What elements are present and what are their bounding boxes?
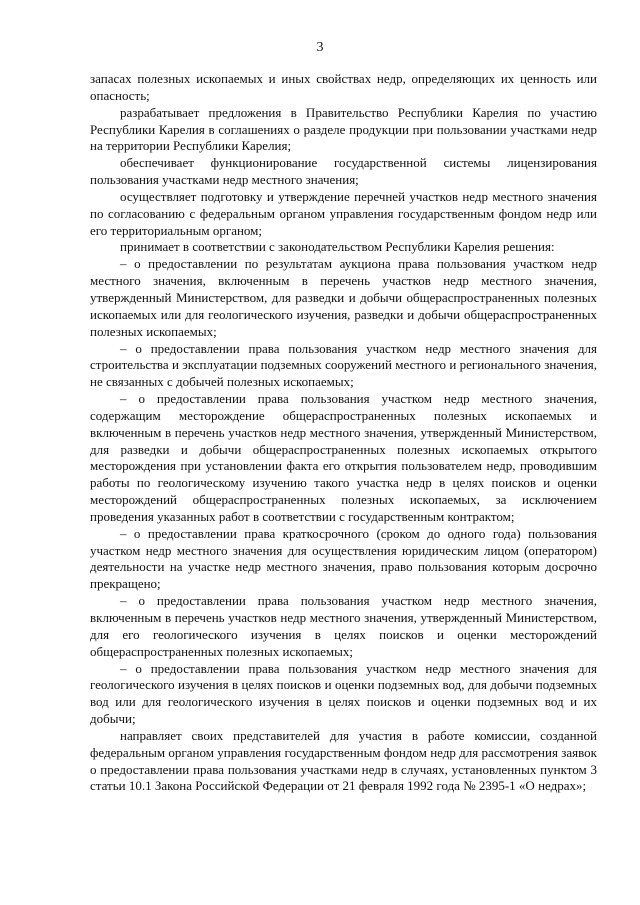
list-item: – о предоставлении права пользования участком недр местного значения, содержащим месторождение общераспространенных полезных ископаемых и включенным в перечень участков недр местного значения, утвержденный Министерством, для разведки и добычи общераспространенных полезных ископаемых открытого месторождения при установлении факта его открытия пользователем недр, проводившим работы по геологическому изучению такого участка недр в целях поисков и оценки месторождений общераспространенных полезных ископаемых, за исключением проведения указанных работ в соответствии с государственным контрактом; [90,391,597,524]
paragraph: направляет своих представителей для участия в работе комиссии, созданной федеральным органом управления государственным фондом недр для рассмотрения заявок о предоставлении права пользования участками недр в случаях, установленных пунктом 3 статьи 10.1 Закона Российской Федерации от 21 февраля 1992 года № 2395-1 «О недрах»; [90,727,597,794]
paragraph: осуществляет подготовку и утверждение перечней участков недр местного значения по согласованию с федеральным органом управления государственным фондом недр или его территориальным органом; [90,188,597,238]
paragraph: обеспечивает функционирование государственной системы лицензирования пользования участками недр местного значения; [90,155,597,188]
list-item: – о предоставлении права краткосрочного (сроком до одного года) пользования участком недр местного значения для осуществления юридическим лицом (оператором) деятельности на участке недр местного значения, право пользования которым досрочно прекращено; [90,525,597,592]
paragraph: разрабатывает предложения в Правительство Республики Карелия по участию Республики Карелия в соглашениях о разделе продукции при пользовании участками недр на территории Республики Карелия; [90,104,597,154]
list-item: – о предоставлении права пользования участком недр местного значения для строительства и эксплуатации подземных сооружений местного и регионального значения, не связанных с добычей полезных ископаемых; [90,340,597,390]
paragraph: принимает в соответствии с законодательством Республики Карелия решения: [120,239,555,255]
document-body [90,71,597,795]
list-item: – о предоставлении права пользования участком недр местного значения, включенным в перечень участков недр местного значения, утвержденный Министерством, для его геологического изучения в целях поисков и оценки месторождений общераспространенных полезных ископаемых; [90,593,597,659]
paragraph: запасах полезных ископаемых и иных свойствах недр, определяющих их ценность или опасность; [90,71,597,103]
list-item: – о предоставлении по результатам аукциона права пользования участком недр местного значения, включенным в перечень участков недр местного значения, утвержденный Министерством, для разведки и добычи общераспространенных полезных ископаемых или для геологического изучения, разведки и добычи общераспространенных полезных ископаемых; [90,256,597,339]
list-item: – о предоставлении права пользования участком недр местного значения для геологического изучения в целях поисков и оценки подземных вод, для добычи подземных вод или для геологического изучения в целях поисков и оценки подземных вод и их добычи; [90,660,597,727]
page-number: 3 [316,40,324,55]
